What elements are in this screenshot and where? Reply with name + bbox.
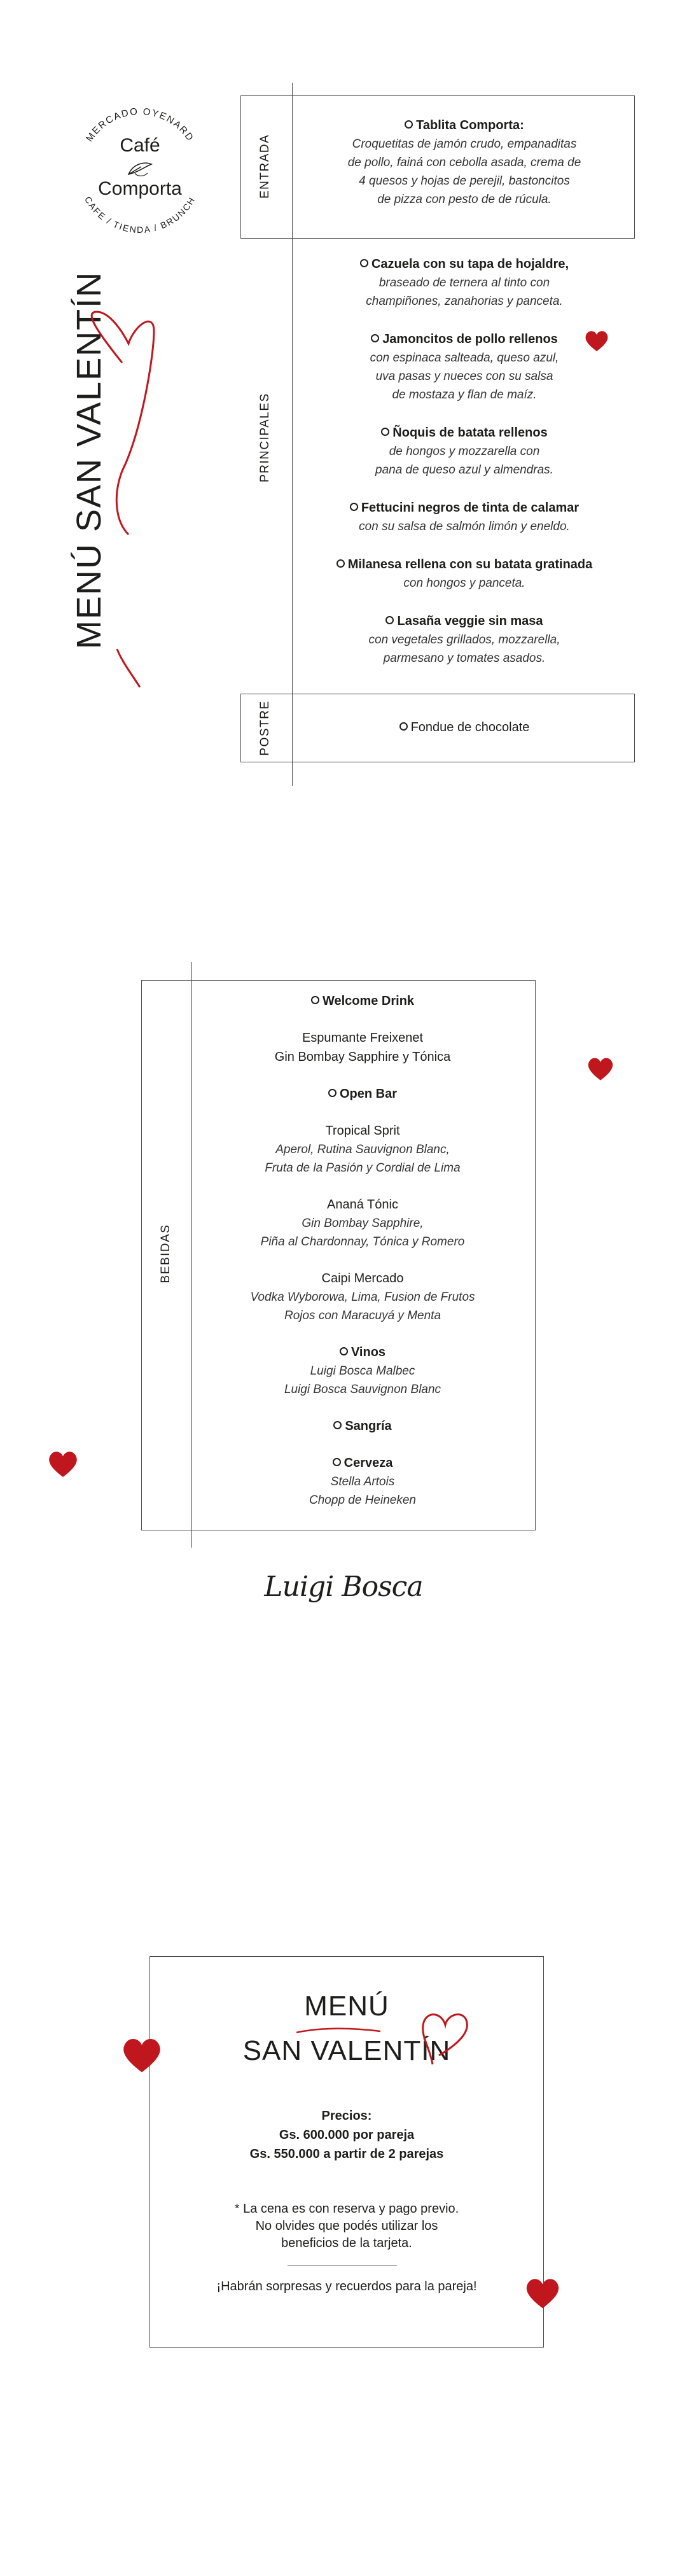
drink-desc: Vodka Wyborowa, Lima, Fusion de Frutos	[250, 1291, 475, 1304]
drink-name: Tropical Sprit	[325, 1124, 400, 1138]
note-line: * La cena es con reserva y pago previo.	[234, 2202, 459, 2216]
drink-head: Welcome Drink	[197, 991, 528, 1011]
drink-desc: Gin Bombay Sapphire,	[302, 1217, 424, 1230]
note-line: No olvides que podés utilizar los	[255, 2219, 438, 2233]
item-desc: 4 quesos y hojas de perejil, bastoncitos	[359, 174, 570, 188]
postre-item	[299, 718, 630, 737]
item-desc: Croquetitas de jamón crudo, empanaditas	[352, 137, 577, 151]
item-desc: con su salsa de salmón limón y eneldo.	[359, 520, 570, 533]
item-title: Milanesa rellena con su batata gratinada	[299, 555, 630, 574]
item-title: Cazuela con su tapa de hojaldre,	[299, 255, 630, 274]
principal-item	[299, 423, 630, 479]
drink-name: Gin Bombay Sapphire y Tónica	[274, 1050, 451, 1064]
drink-desc: Piña al Chardonnay, Tónica y Romero	[260, 1235, 465, 1249]
drink-name: Espumante Freixenet	[302, 1031, 424, 1045]
heart-icon	[47, 1450, 79, 1482]
title-heart-outline	[420, 2010, 471, 2070]
price-couple: Gs. 600.000 por pareja	[279, 2128, 415, 2142]
item-desc: parmesano y tomates asados.	[383, 652, 546, 665]
heart-icon	[524, 2277, 561, 2313]
heart-icon	[586, 1056, 614, 1085]
drink-head: Sangría	[197, 1417, 528, 1436]
note-block	[149, 2201, 544, 2252]
item-desc: champiñones, zanahorias y panceta.	[366, 295, 563, 308]
heart-icon	[584, 330, 609, 356]
precios-label: Precios:	[321, 2109, 372, 2123]
drink-head: Open Bar	[197, 1084, 528, 1103]
logo-cafe: Café	[120, 135, 160, 156]
postre-label: POSTRE	[258, 700, 272, 756]
cafe-comporta-logo	[64, 95, 216, 248]
svg-text:MERCADO OYENARD: MERCADO OYENARD	[84, 106, 197, 144]
item-desc: pana de queso azul y almendras.	[375, 463, 553, 477]
drink-desc: Chopp de Heineken	[309, 1494, 416, 1507]
drink-desc: Rojos con Maracuyá y Menta	[284, 1309, 441, 1322]
item-desc: de hongos y mozzarella con	[389, 445, 540, 458]
principal-item	[299, 612, 630, 668]
note-line: beneficios de la tarjeta.	[281, 2236, 412, 2250]
item-desc: con vegetales grillados, mozzarella,	[368, 633, 560, 647]
drink-desc: Fruta de la Pasión y Cordial de Lima	[265, 1161, 461, 1175]
svg-text:CAFE / TIENDA / BRUNCH: CAFE / TIENDA / BRUNCH	[82, 194, 198, 235]
vertical-menu-title: MENÚ SAN VALENTÍN	[70, 270, 108, 649]
entrada-label: ENTRADA	[258, 134, 272, 199]
drink-name: Ananá Tónic	[327, 1198, 398, 1212]
entrada-item	[299, 116, 630, 209]
item-title: Ñoquis de batata rellenos	[299, 423, 630, 442]
principal-item	[299, 498, 630, 536]
item-desc: braseado de ternera al tinto con	[378, 276, 550, 290]
item-desc: con espinaca salteada, queso azul,	[370, 351, 559, 365]
item-title: Fettucini negros de tinta de calamar	[299, 498, 630, 517]
bebidas-list	[197, 991, 528, 1509]
principal-item	[299, 330, 630, 404]
principal-item	[299, 255, 630, 311]
drink-desc: Luigi Bosca Sauvignon Blanc	[284, 1383, 441, 1396]
price-group: Gs. 550.000 a partir de 2 parejas	[249, 2147, 444, 2161]
heart-icon	[121, 2036, 163, 2078]
item-title: Tablita Comporta:	[299, 116, 630, 135]
principal-item	[299, 555, 630, 592]
item-title: Lasaña veggie sin masa	[299, 612, 630, 631]
drink-desc: Aperol, Rutina Sauvignon Blanc,	[275, 1143, 450, 1156]
info-title-line1: MENÚ	[304, 1991, 389, 2022]
bebidas-label: BEBIDAS	[159, 1224, 172, 1284]
item-title: Jamoncitos de pollo rellenos	[299, 330, 630, 349]
principales-label: PRINCIPALES	[258, 393, 272, 482]
item-desc: de pollo, fainá con cebolla asada, crema de	[347, 156, 581, 169]
item-desc: de pizza con pesto de de rúcula.	[377, 193, 552, 206]
item-desc: uva pasas y nueces con su salsa	[375, 370, 553, 383]
pricing-block	[149, 2106, 544, 2164]
item-desc: con hongos y panceta.	[403, 577, 525, 590]
principales-list	[299, 255, 630, 668]
drink-head: Cerveza	[197, 1453, 528, 1473]
page2-divider-vertical	[191, 962, 192, 1548]
item-desc: de mostaza y flan de maíz.	[392, 388, 537, 402]
info-title-line2: SAN VALENTÍN	[242, 2035, 451, 2066]
luigi-bosca-logo: Luigi Bosca	[264, 1571, 423, 1603]
drink-name: Caipi Mercado	[321, 1271, 404, 1285]
item-title: Fondue de chocolate	[299, 718, 630, 737]
title-heart-flourish	[84, 305, 160, 703]
closing-line: ¡Habrán sorpresas y recuerdos para la pareja!	[216, 2279, 477, 2293]
drink-head: Vinos	[197, 1343, 528, 1362]
drink-desc: Stella Artois	[330, 1475, 395, 1488]
drink-desc: Luigi Bosca Malbec	[310, 1364, 415, 1378]
logo-comporta: Comporta	[98, 178, 182, 199]
